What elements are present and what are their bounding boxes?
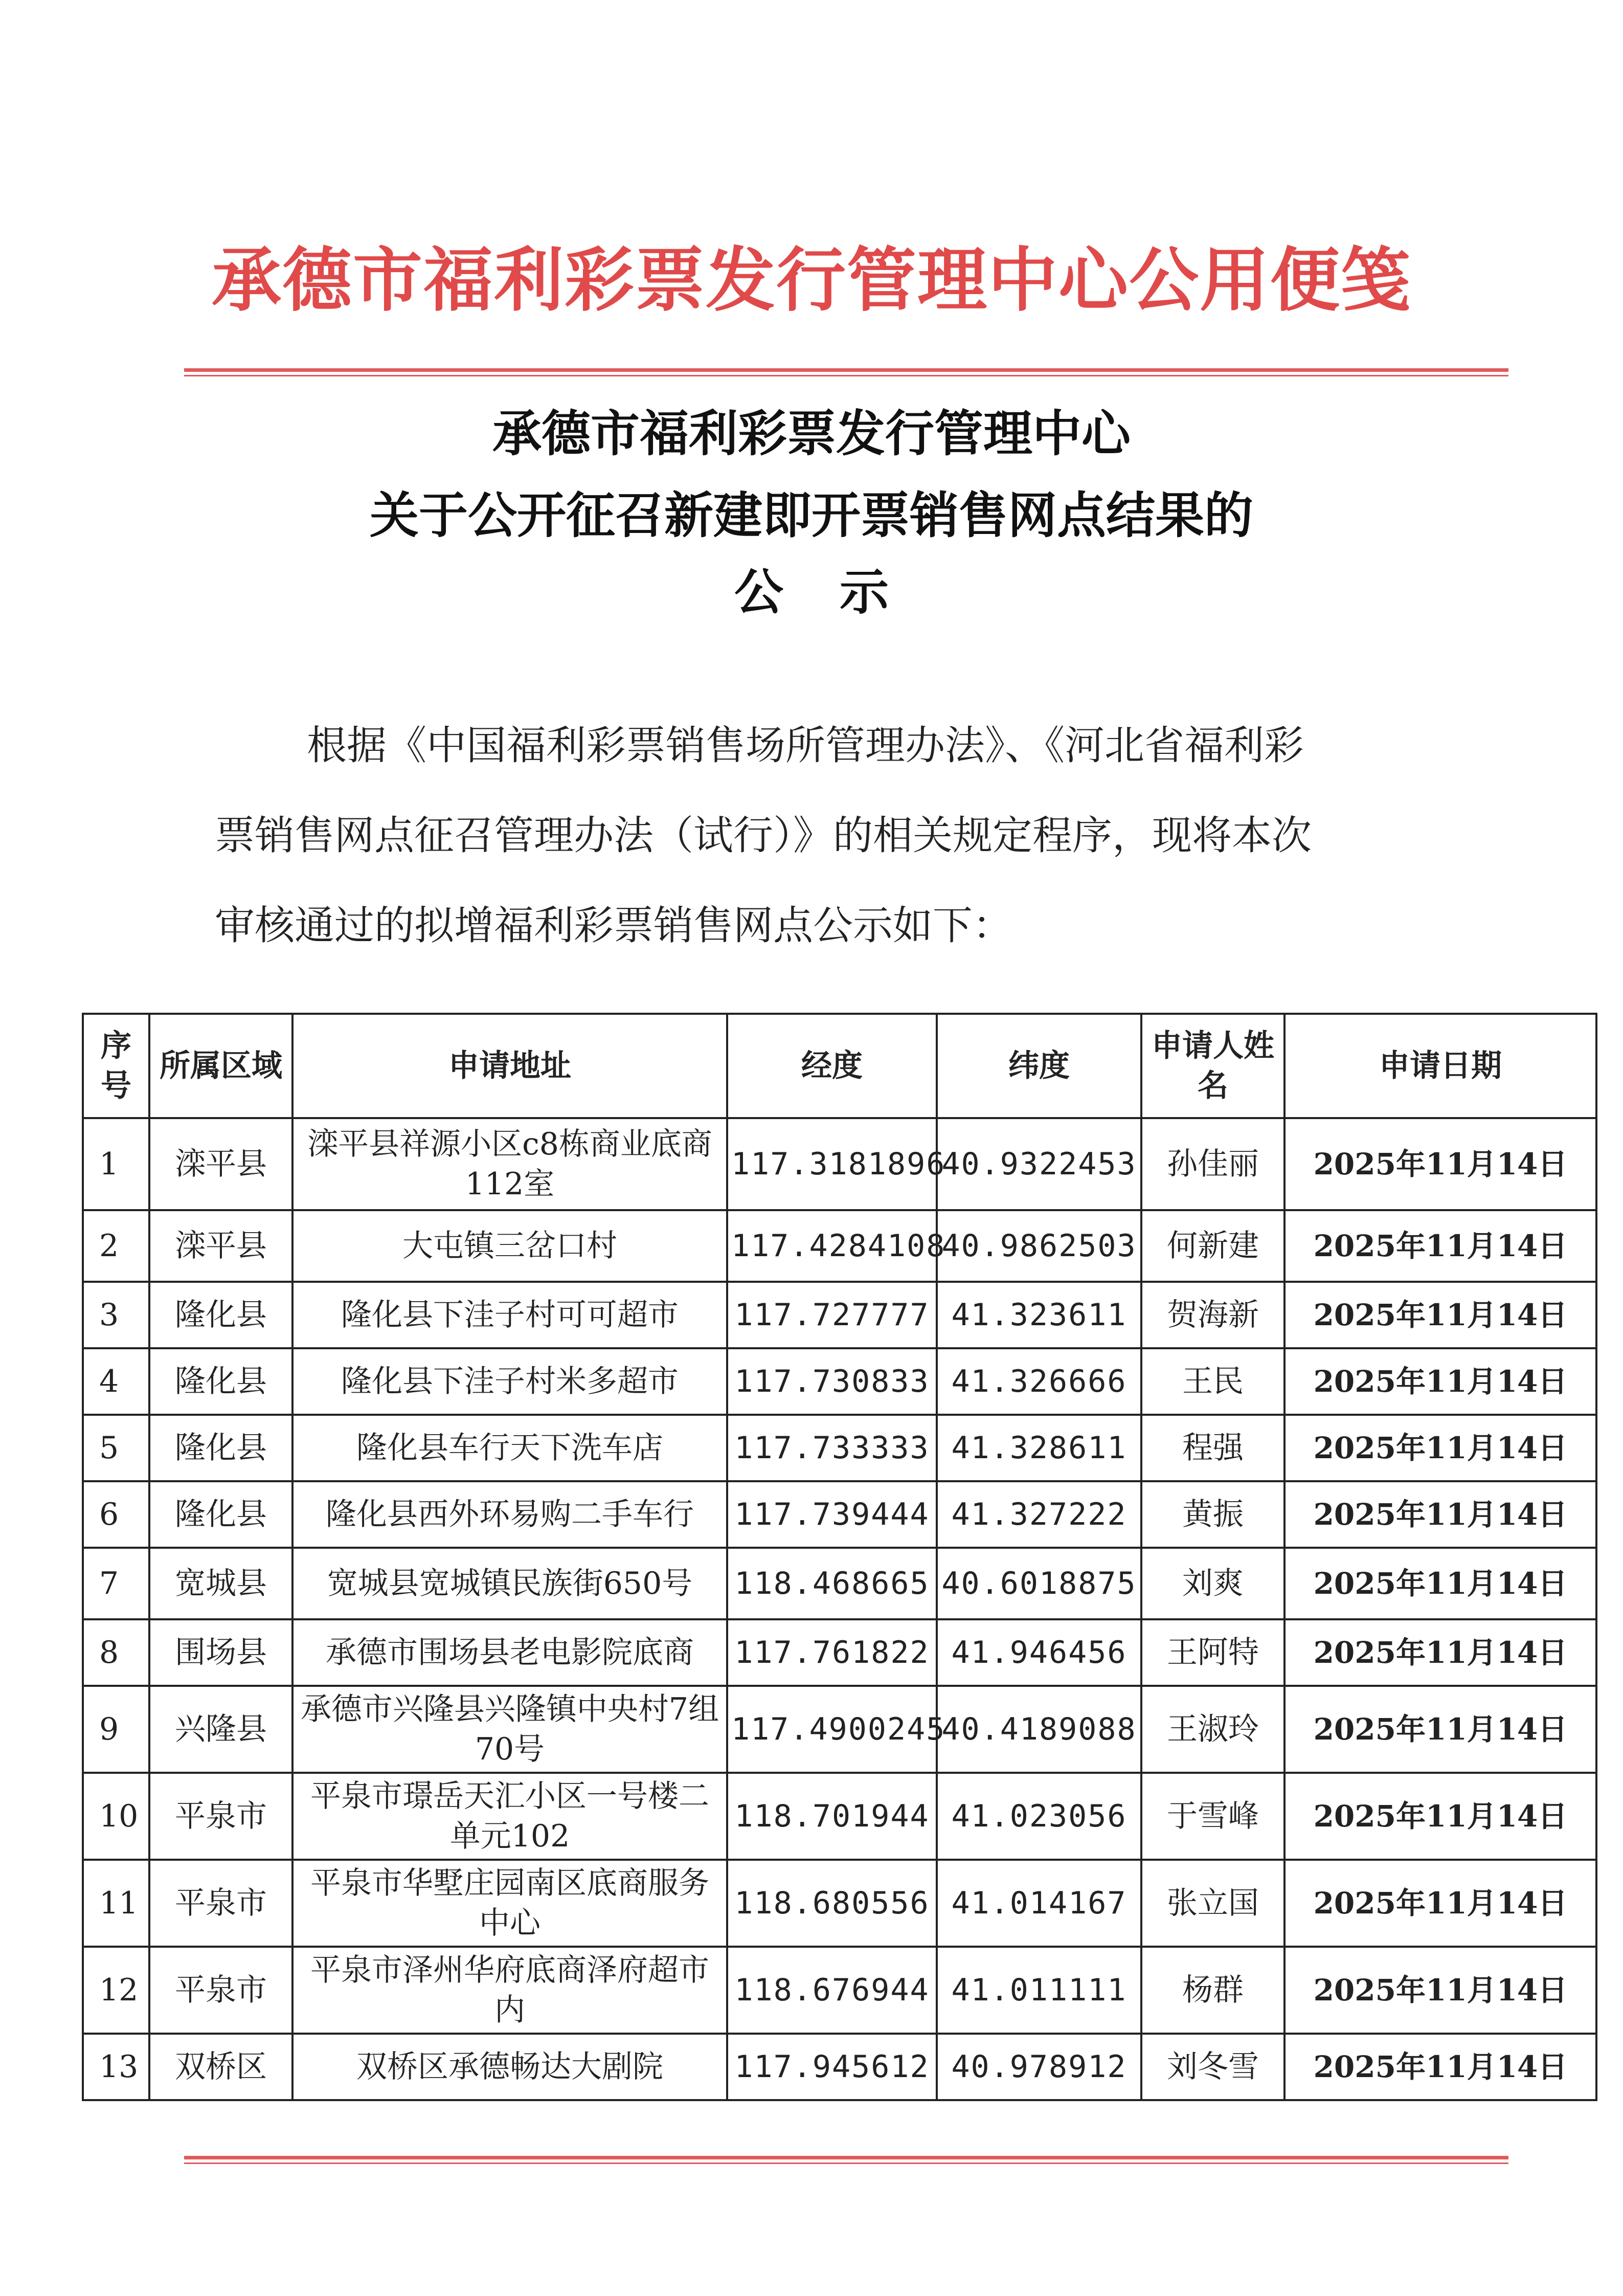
table-header-row: [83, 1014, 1596, 1118]
header-address: 申请地址: [292, 1014, 727, 1118]
row-longitude: 118.468665: [727, 1548, 937, 1619]
row-longitude: 117.4284108: [727, 1210, 937, 1282]
row-index: 3: [83, 1282, 149, 1348]
row-index: 1: [83, 1118, 149, 1210]
row-index: 7: [83, 1548, 149, 1619]
row-address: 平泉市璟岳天汇小区一号楼二单元102: [292, 1773, 727, 1860]
row-index: 13: [83, 2034, 149, 2100]
row-longitude: 117.739444: [727, 1481, 937, 1548]
row-latitude: 41.327222: [937, 1481, 1141, 1548]
row-applicant: 刘爽: [1141, 1548, 1284, 1619]
row-address: 承德市围场县老电影院底商: [292, 1619, 727, 1686]
row-date: 2025年11月14日: [1284, 1773, 1596, 1860]
row-latitude: 41.323611: [937, 1282, 1141, 1348]
row-address: 平泉市华墅庄园南区底商服务中心: [292, 1860, 727, 1947]
row-applicant: 刘冬雪: [1141, 2034, 1284, 2100]
row-latitude: 41.328611: [937, 1415, 1141, 1481]
row-applicant: 王民: [1141, 1348, 1284, 1415]
table-row: [83, 1686, 1596, 1773]
row-longitude: 117.727777: [727, 1282, 937, 1348]
intro-line-3: 审核通过的拟增福利彩票销售网点公示如下：: [215, 903, 1013, 949]
row-index: 6: [83, 1481, 149, 1548]
notice-title-line-2: 关于公开征召新建即开票销售网点结果的: [370, 486, 1253, 544]
table-row: [83, 2034, 1596, 2100]
row-latitude: 41.946456: [937, 1619, 1141, 1686]
row-date: 2025年11月14日: [1284, 1860, 1596, 1947]
row-applicant: 程强: [1141, 1415, 1284, 1481]
letterhead-title: 承德市福利彩票发行管理中心公用便笺: [212, 239, 1411, 321]
row-area: 隆化县: [149, 1415, 292, 1481]
header-longitude: 经度: [727, 1014, 937, 1118]
table-row: [83, 1282, 1596, 1348]
row-date: 2025年11月14日: [1284, 1282, 1596, 1348]
row-area: 平泉市: [149, 1860, 292, 1947]
notice-title-line-1: 承德市福利彩票发行管理中心: [492, 405, 1131, 462]
row-applicant: 杨群: [1141, 1947, 1284, 2034]
row-address: 承德市兴隆县兴隆镇中央村7组70号: [292, 1686, 727, 1773]
row-applicant: 王淑玲: [1141, 1686, 1284, 1773]
row-longitude: 117.730833: [727, 1348, 937, 1415]
row-index: 12: [83, 1947, 149, 2034]
row-latitude: 41.011111: [937, 1947, 1141, 2034]
row-index: 5: [83, 1415, 149, 1481]
table-row: [83, 1619, 1596, 1686]
row-index: 4: [83, 1348, 149, 1415]
row-address: 隆化县下洼子村米多超市: [292, 1348, 727, 1415]
row-longitude: 117.3181896: [727, 1118, 937, 1210]
row-latitude: 41.326666: [937, 1348, 1141, 1415]
row-address: 双桥区承德畅达大剧院: [292, 2034, 727, 2100]
row-address: 隆化县车行天下洗车店: [292, 1415, 727, 1481]
header-date: 申请日期: [1284, 1014, 1596, 1118]
row-area: 滦平县: [149, 1210, 292, 1282]
row-longitude: 118.676944: [727, 1947, 937, 2034]
row-longitude: 118.701944: [727, 1773, 937, 1860]
row-longitude: 117.945612: [727, 2034, 937, 2100]
row-date: 2025年11月14日: [1284, 2034, 1596, 2100]
row-longitude: 118.680556: [727, 1860, 937, 1947]
row-address: 大屯镇三岔口村: [292, 1210, 727, 1282]
row-index: 8: [83, 1619, 149, 1686]
row-longitude: 117.4900245: [727, 1686, 937, 1773]
header-area: 所属区域: [149, 1014, 292, 1118]
row-date: 2025年11月14日: [1284, 1481, 1596, 1548]
row-area: 平泉市: [149, 1773, 292, 1860]
row-date: 2025年11月14日: [1284, 1947, 1596, 2034]
header-latitude: 纬度: [937, 1014, 1141, 1118]
intro-paragraph: [215, 701, 1452, 971]
row-applicant: 何新建: [1141, 1210, 1284, 1282]
row-latitude: 40.978912: [937, 2034, 1141, 2100]
intro-line-1: 根据《中国福利彩票销售场所管理办法》、《河北省福利彩: [307, 723, 1304, 769]
row-latitude: 41.014167: [937, 1860, 1141, 1947]
row-latitude: 40.6018875: [937, 1548, 1141, 1619]
row-date: 2025年11月14日: [1284, 1118, 1596, 1210]
table-row: [83, 1415, 1596, 1481]
row-date: 2025年11月14日: [1284, 1348, 1596, 1415]
row-longitude: 117.761822: [727, 1619, 937, 1686]
row-address: 宽城县宽城镇民族街650号: [292, 1548, 727, 1619]
header-applicant: 申请人姓名: [1141, 1014, 1284, 1118]
row-date: 2025年11月14日: [1284, 1548, 1596, 1619]
row-applicant: 贺海新: [1141, 1282, 1284, 1348]
table-row: [83, 1481, 1596, 1548]
intro-line-2: 票销售网点征召管理办法（试行）》的相关规定程序，现将本次: [215, 813, 1312, 859]
row-area: 围场县: [149, 1619, 292, 1686]
row-latitude: 41.023056: [937, 1773, 1141, 1860]
row-date: 2025年11月14日: [1284, 1686, 1596, 1773]
row-address: 隆化县西外环易购二手车行: [292, 1481, 727, 1548]
row-area: 滦平县: [149, 1118, 292, 1210]
table-row: [83, 1118, 1596, 1210]
row-latitude: 40.9862503: [937, 1210, 1141, 1282]
header-index: 序号: [83, 1014, 149, 1118]
row-applicant: 黄振: [1141, 1481, 1284, 1548]
row-index: 9: [83, 1686, 149, 1773]
row-area: 隆化县: [149, 1348, 292, 1415]
row-date: 2025年11月14日: [1284, 1619, 1596, 1686]
row-area: 宽城县: [149, 1548, 292, 1619]
row-area: 平泉市: [149, 1947, 292, 2034]
outlet-table: [82, 1013, 1597, 2101]
row-area: 隆化县: [149, 1481, 292, 1548]
row-address: 隆化县下洼子村可可超市: [292, 1282, 727, 1348]
table-row: [83, 1860, 1596, 1947]
row-latitude: 40.4189088: [937, 1686, 1141, 1773]
row-applicant: 于雪峰: [1141, 1773, 1284, 1860]
table-row: [83, 1947, 1596, 2034]
row-latitude: 40.9322453: [937, 1118, 1141, 1210]
row-applicant: 孙佳丽: [1141, 1118, 1284, 1210]
notice-title-line-3: 公示: [734, 563, 945, 621]
row-address: 平泉市泽州华府底商泽府超市内: [292, 1947, 727, 2034]
letterhead-divider: [184, 368, 1508, 376]
row-area: 隆化县: [149, 1282, 292, 1348]
table-row: [83, 1348, 1596, 1415]
row-index: 10: [83, 1773, 149, 1860]
row-area: 兴隆县: [149, 1686, 292, 1773]
table-row: [83, 1548, 1596, 1619]
footer-divider: [184, 2156, 1508, 2164]
row-date: 2025年11月14日: [1284, 1210, 1596, 1282]
row-applicant: 王阿特: [1141, 1619, 1284, 1686]
row-address: 滦平县祥源小区c8栋商业底商112室: [292, 1118, 727, 1210]
table-row: [83, 1773, 1596, 1860]
row-index: 11: [83, 1860, 149, 1947]
row-index: 2: [83, 1210, 149, 1282]
row-date: 2025年11月14日: [1284, 1415, 1596, 1481]
row-longitude: 117.733333: [727, 1415, 937, 1481]
table-row: [83, 1210, 1596, 1282]
row-applicant: 张立国: [1141, 1860, 1284, 1947]
row-area: 双桥区: [149, 2034, 292, 2100]
